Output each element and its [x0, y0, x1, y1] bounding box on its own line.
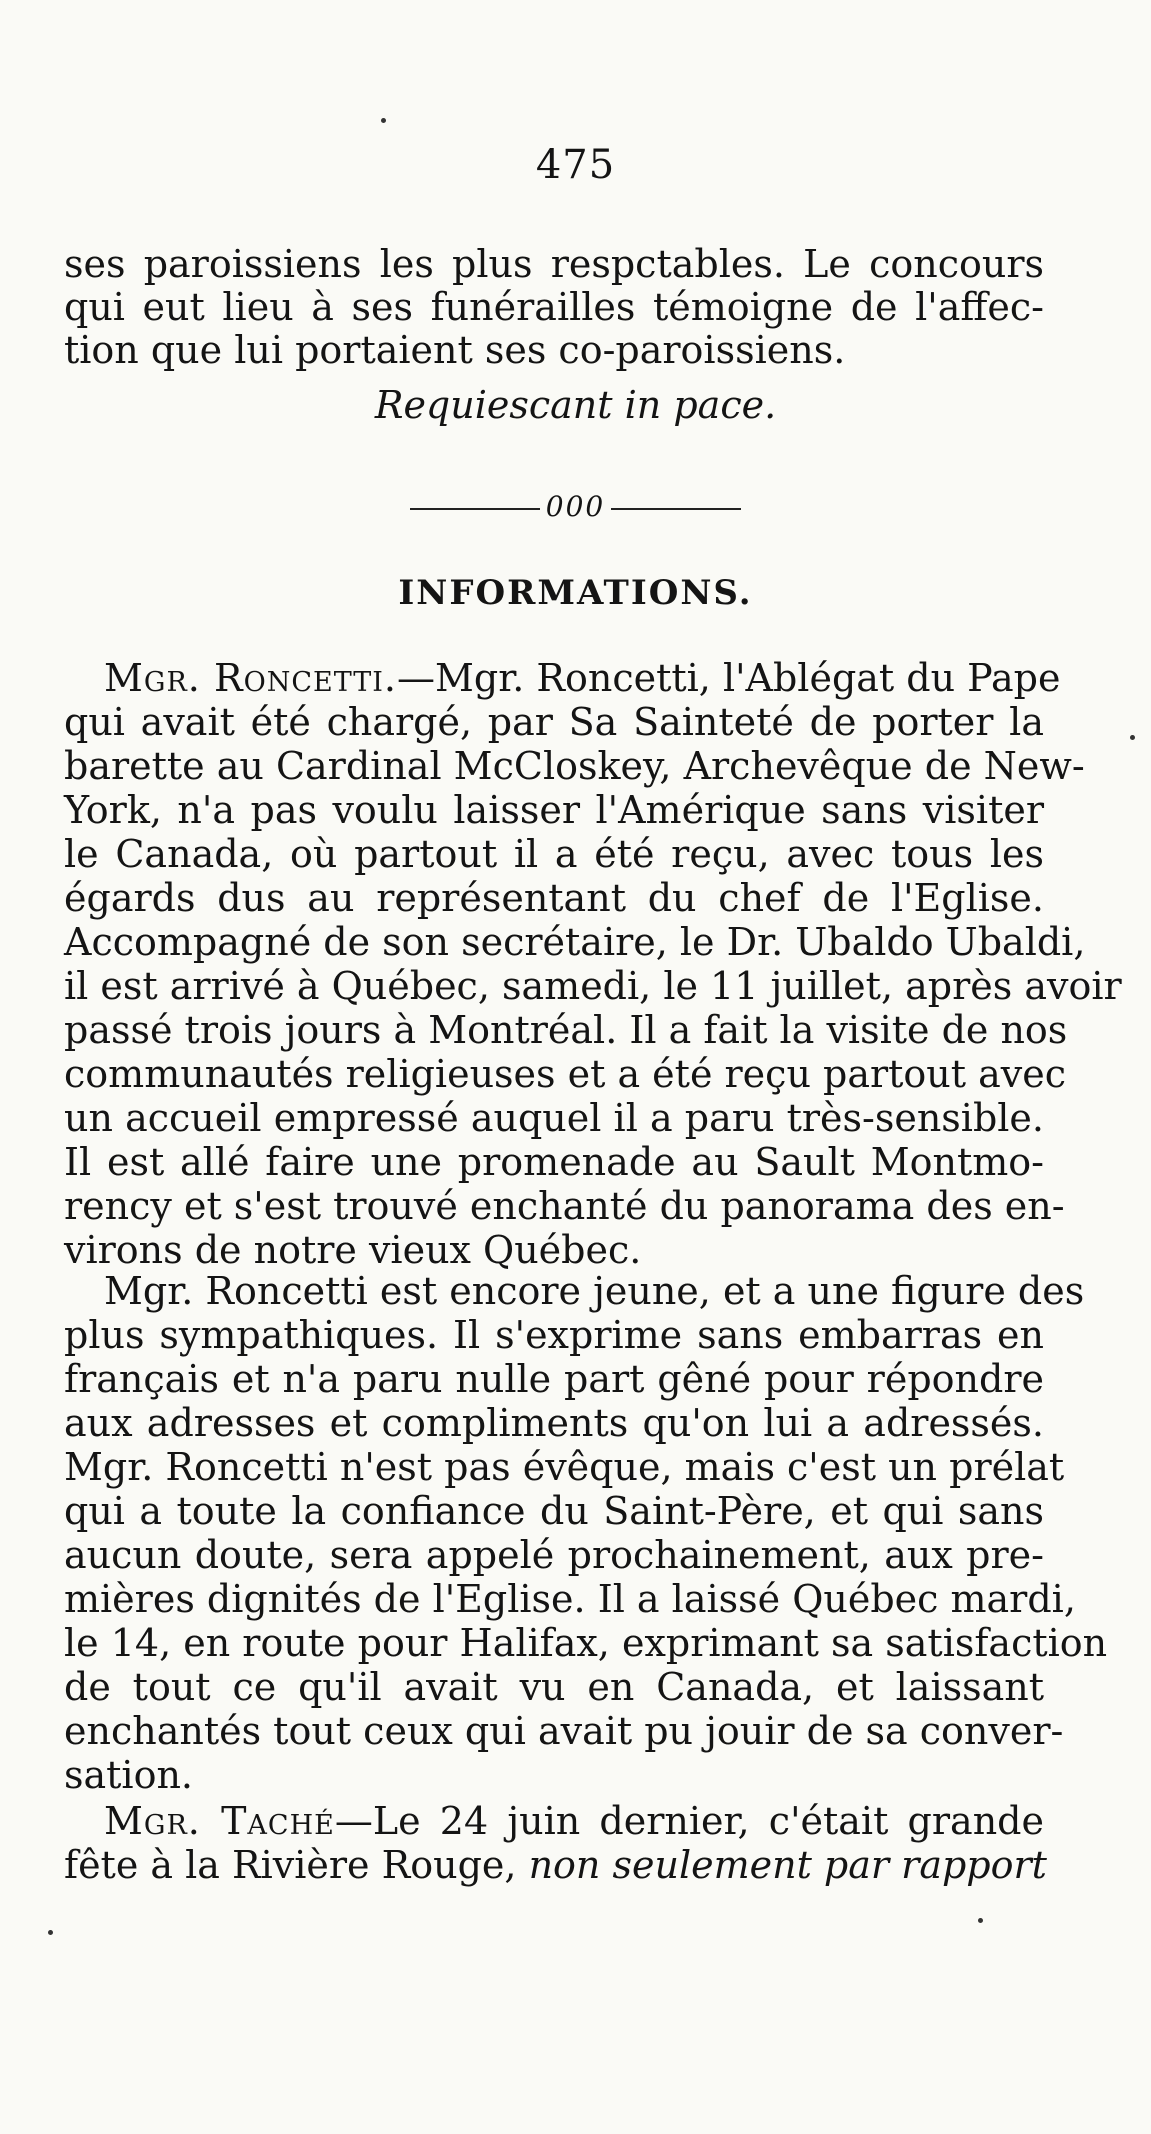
text-line: passé trois jours à Montréal. Il a fait la visite de nos	[64, 1008, 1068, 1052]
text-line: virons de notre vieux Québec.	[64, 1228, 642, 1272]
text-line: aucun doute, sera appelé prochainement, aux pre-	[64, 1533, 1044, 1577]
page-number: 475	[535, 142, 616, 188]
entry-title: Mgr. Roncetti.	[104, 656, 397, 700]
entry-first-line: —Le 24 juin dernier, c'était grande	[334, 1799, 1044, 1843]
text-line: qui a toute la confiance du Saint-Père, et qui sans	[64, 1489, 1044, 1533]
text-line: il est arrivé à Québec, samedi, le 11 juillet, après avoir	[64, 964, 1122, 1008]
scan-speck	[978, 1918, 983, 1923]
separator-ornament: 000	[545, 490, 606, 523]
requiescat-line: Requiescant in pace.	[374, 383, 777, 427]
text-line: ses paroissiens les plus respctables. Le concours	[64, 242, 1044, 286]
text-line: égards dus au représentant du chef de l'Eglise.	[64, 876, 1044, 920]
text-line: tion que lui portaient ses co-paroissiens.	[64, 328, 846, 372]
text-line: aux adresses et compliments qu'on lui a adressés.	[64, 1401, 1044, 1445]
section-separator	[0, 490, 1151, 523]
text-line: Accompagné de son secrétaire, le Dr. Ubaldo Ubaldi,	[64, 920, 1086, 964]
entry-title: Mgr. Taché	[104, 1799, 335, 1843]
text-line	[64, 1843, 1047, 1887]
entry-first-line: —Mgr. Roncetti, l'Ablégat du Pape	[396, 656, 1061, 700]
text-line: barette au Cardinal McCloskey, Archevêque de New-	[64, 744, 1085, 788]
scan-speck	[1130, 735, 1135, 740]
text-line: le 14, en route pour Halifax, exprimant sa satisfaction	[64, 1621, 1108, 1665]
text-line: le Canada, où partout il a été reçu, avec tous les	[64, 832, 1044, 876]
separator-rule-left	[410, 508, 540, 510]
text-line: sation.	[64, 1753, 194, 1797]
text-line: rency et s'est trouvé enchanté du panorama des en-	[64, 1184, 1065, 1228]
text-fragment: fête à la Rivière Rouge,	[64, 1843, 517, 1887]
section-heading: INFORMATIONS.	[398, 573, 753, 613]
text-line: un accueil empressé auquel il a paru très-sensible.	[64, 1096, 1044, 1140]
scan-speck	[381, 118, 386, 123]
text-line: York, n'a pas voulu laisser l'Amérique sans visiter	[64, 788, 1044, 832]
scan-speck	[48, 1930, 53, 1935]
text-line: Mgr. Roncetti est encore jeune, et a une figure des	[104, 1269, 1085, 1313]
text-line: Mgr. Roncetti n'est pas évêque, mais c'est un prélat	[64, 1445, 1065, 1489]
text-line	[104, 656, 1061, 700]
separator-rule-right	[611, 508, 741, 510]
text-line: communautés religieuses et a été reçu partout avec	[64, 1052, 1067, 1096]
text-line: français et n'a paru nulle part gêné pour répondre	[64, 1357, 1044, 1401]
text-line: Il est allé faire une promenade au Sault Montmo-	[64, 1140, 1044, 1184]
text-line: mières dignités de l'Eglise. Il a laissé Québec mardi,	[64, 1577, 1076, 1621]
text-line: enchantés tout ceux qui avait pu jouir de sa conver-	[64, 1709, 1064, 1753]
text-line: plus sympathiques. Il s'exprime sans embarras en	[64, 1313, 1044, 1357]
text-line: de tout ce qu'il avait vu en Canada, et laissant	[64, 1665, 1044, 1709]
text-line: qui avait été chargé, par Sa Sainteté de porter la	[64, 700, 1044, 744]
text-line: qui eut lieu à ses funérailles témoigne de l'affec-	[64, 285, 1044, 329]
text-line	[104, 1800, 1044, 1843]
italic-fragment: non seulement par rapport	[528, 1843, 1047, 1887]
